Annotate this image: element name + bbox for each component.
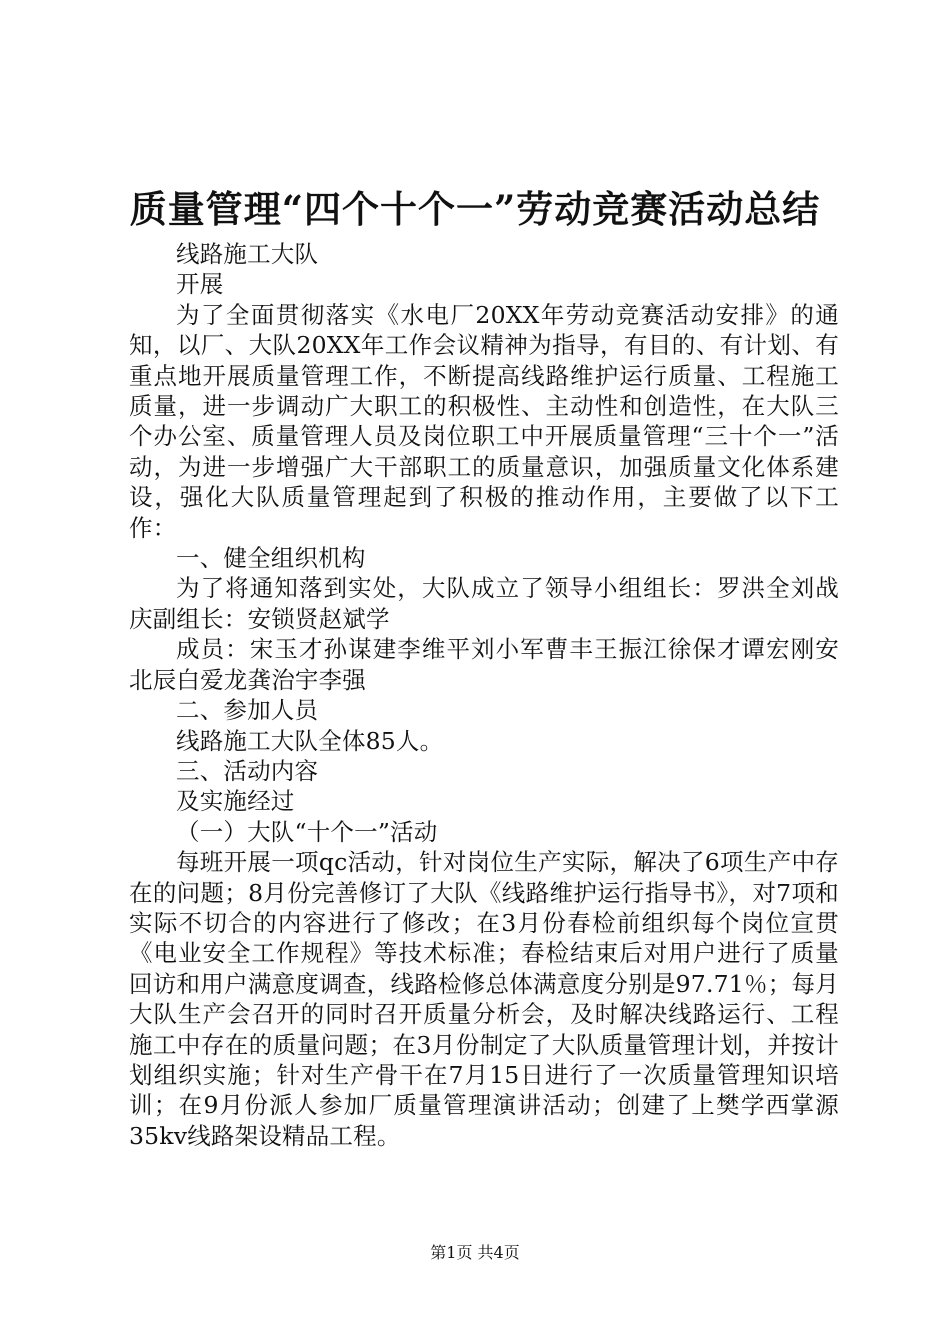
page-number: 第1页 共4页 <box>430 1243 520 1262</box>
paragraph-kaizhan: 开展 <box>176 270 224 299</box>
paragraph-intro: 为了全面贯彻落实《水电厂20XX年劳动竞赛活动安排》的通知，以厂、大队20XX年工作会议精神为指导，有目的、有计划、有重点地开展质量管理工作，不断提高线路维护运行质量、工程施工质量，进一步调动广大职工的积极性、主动性和创造性，在大队三个办公室、质量管理人员及岗位职工中开展质量管理“三十个一”活动，为进一步增强广大干部职工的质量意识，加强质量文化体系建设，强化大队质量管理起到了积极的推动作用，主要做了以下工作： <box>129 300 839 542</box>
section-heading-organization: 一、健全组织机构 <box>176 544 366 573</box>
paragraph-members: 成员：宋玉才孙谋建李维平刘小军曹丰王振江徐保才谭宏刚安北辰白爱龙龚治宇李强 <box>129 635 839 694</box>
subsection-heading-ten-ones: （一）大队“十个一”活动 <box>176 817 438 846</box>
paragraph-activity-details: 每班开展一项qc活动，针对岗位生产实际，解决了6项生产中存在的问题；8月份完善修订了大队《线路维护运行指导书》，对7项和实际不切合的内容进行了修改；在3月份春检前组织每个岗位宣贯《电业安全工作规程》等技术标准；春检结束后对用户进行了质量回访和用户满意度调查，线路检修总体满意度分别是97.71％；每月大队生产会召开的同时召开质量分析会，及时解决线路运行、工程施工中存在的质量问题；在3月份制定了大队质量管理计划，并按计划组织实施；针对生产骨干在7月15日进行了一次质量管理知识培训；在9月份派人参加厂质量管理演讲活动；创建了上樊学西掌源35kv线路架设精品工程。 <box>129 848 839 1150</box>
paragraph-unit: 线路施工大队 <box>176 240 319 268</box>
paragraph-leadership-group: 为了将通知落到实处，大队成立了领导小组组长：罗洪全刘战庆副组长：安锁贤赵斌学 <box>129 574 839 633</box>
section-heading-participants: 二、参加人员 <box>176 696 319 725</box>
paragraph-participants: 线路施工大队全体85人。 <box>176 726 444 755</box>
paragraph-implementation: 及实施经过 <box>176 787 295 816</box>
document-title: 质量管理“四个十个一”劳动竞赛活动总结 <box>129 187 821 231</box>
document-body <box>129 239 839 1151</box>
section-heading-activities: 三、活动内容 <box>176 756 319 785</box>
